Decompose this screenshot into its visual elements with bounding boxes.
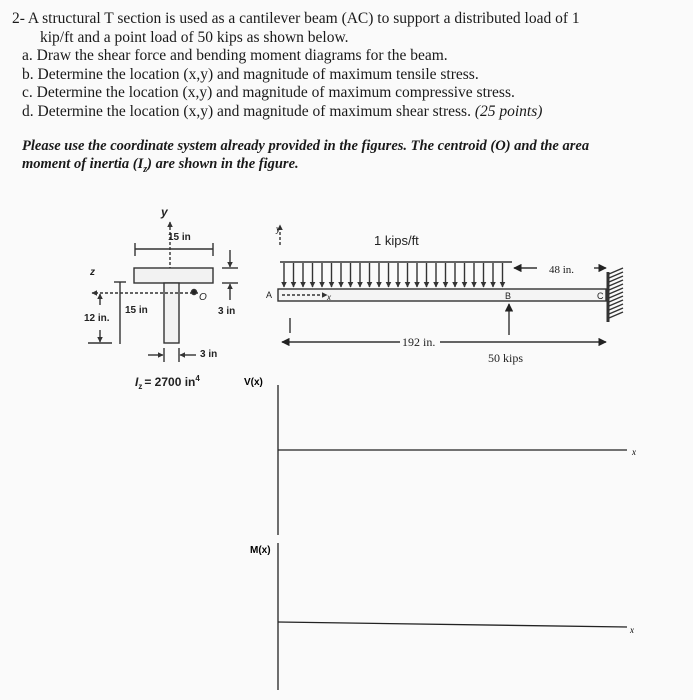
t-section-labels	[84, 205, 235, 391]
flange-width-label: 15 in	[168, 232, 191, 243]
flange-thickness-label: 3 in	[218, 306, 236, 317]
t-flange	[134, 268, 213, 283]
instructions-line-1: Please use the coordinate system already provided in the figures. The centroid (O) and the area	[22, 138, 590, 154]
problem-line-2: kip/ft and a point load of 50 kips as shown below.	[40, 28, 349, 46]
t-web	[164, 283, 179, 343]
point-a-label: A	[266, 290, 273, 300]
inertia-label: $I_z = 2700$ $in^4$	[135, 374, 200, 391]
problem-item-a: a. Draw the shear force and bending moment diagrams for the beam.	[22, 47, 448, 64]
point-load-label: 50 kips	[488, 351, 524, 365]
point-c-label: C	[597, 291, 604, 301]
distributed-load-label: 1 kips/ft	[374, 233, 419, 248]
points-note: (25 points)	[474, 102, 543, 120]
moment-axis-label: M(x)	[250, 545, 271, 556]
problem-item-b: b. Determine the location (x,y) and magnitude of maximum tensile stress.	[22, 65, 479, 83]
section-y-label: y	[161, 205, 168, 219]
web-height-label: 15 in	[125, 305, 148, 316]
section-z-label: z	[90, 267, 95, 278]
shear-diagram	[278, 385, 627, 535]
beam-figure	[278, 225, 623, 342]
beam-x-label: x	[327, 293, 331, 302]
shear-x-label: x	[632, 447, 636, 457]
t-section-figure	[88, 222, 238, 362]
point-b-label: B	[505, 291, 512, 301]
shear-axis-label: V(x)	[244, 377, 263, 388]
moment-x-label: x	[630, 625, 634, 635]
distributed-load-arrows	[284, 263, 503, 287]
overhang-label: 48 in.	[549, 264, 575, 276]
span-label: 192 in.	[402, 335, 436, 349]
centroid-distance-label: 12 in.	[84, 313, 110, 324]
web-thickness-label: 3 in	[200, 349, 218, 360]
problem-item-c: c. Determine the location (x,y) and magnitude of maximum compressive stress.	[22, 84, 515, 101]
wall-hatching	[609, 268, 623, 318]
moment-diagram	[278, 543, 627, 690]
centroid-label: O	[199, 292, 207, 303]
moment-horizontal-axis	[278, 622, 627, 627]
problem-line-1: 2- A structural T section is used as a cantilever beam (AC) to support a distributed load of 1	[12, 10, 580, 27]
centroid-dot	[192, 290, 197, 295]
instructions-line-2: moment of inertia $(I_z)$ are shown in the figure.	[22, 156, 299, 175]
beam-y-label: y	[276, 224, 281, 234]
problem-item-d: d. Determine the location (x,y) and magnitude of maximum shear stress. (25 points)	[22, 102, 543, 120]
